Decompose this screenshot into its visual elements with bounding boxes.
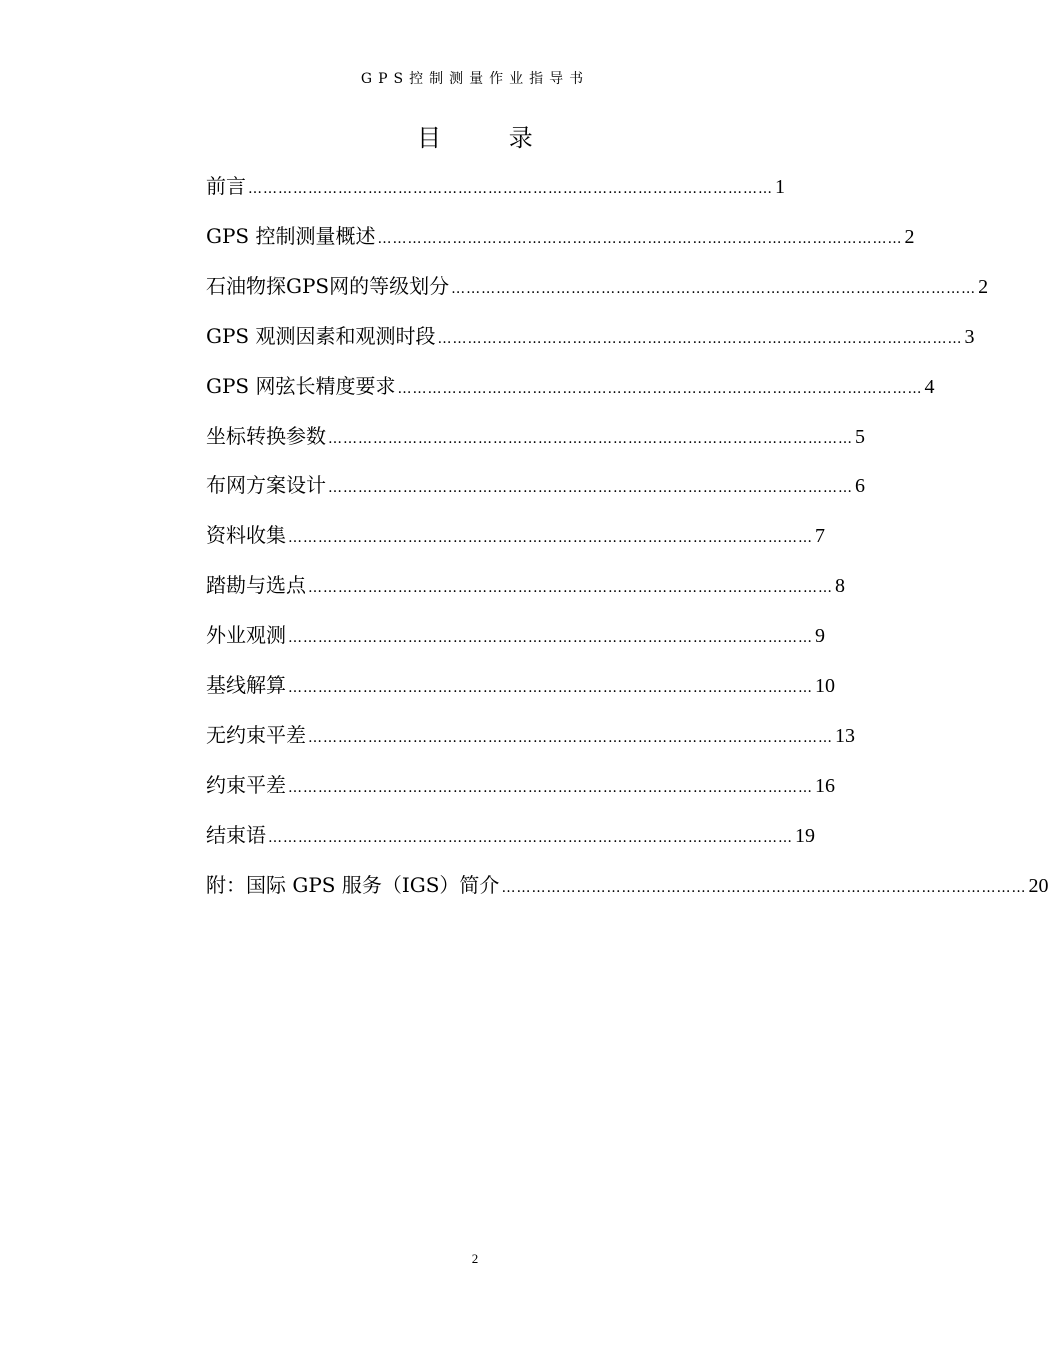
page-number: 2 — [471, 1251, 479, 1266]
toc-entry-page: 9 — [815, 625, 825, 647]
toc-dot-leader: …………………………………………………………………………………………… — [437, 331, 963, 347]
toc-entry-page: 7 — [815, 525, 825, 547]
toc-dot-leader: …………………………………………………………………………………………… — [308, 730, 833, 746]
toc-dot-leader: …………………………………………………………………………………………… — [288, 530, 813, 546]
toc-entry[interactable] — [206, 221, 915, 251]
toc-entry-label: 资料收集 — [206, 523, 286, 547]
toc-dot-leader: …………………………………………………………………………………………… — [328, 480, 853, 496]
toc-entry[interactable] — [206, 171, 785, 201]
toc-entry-page: 20 — [1028, 875, 1048, 897]
toc-entry-label: 踏勘与选点 — [206, 573, 306, 597]
toc-entry-label: 约束平差 — [206, 773, 286, 797]
toc-entry-page: 13 — [835, 725, 855, 747]
toc-entry-label: 结束语 — [206, 823, 266, 847]
toc-entry[interactable] — [206, 321, 975, 351]
toc-entry-page: 5 — [855, 426, 865, 448]
toc-dot-leader: …………………………………………………………………………………………… — [268, 830, 793, 846]
toc-entry-page: 10 — [815, 675, 835, 697]
toc-entry[interactable] — [206, 421, 865, 451]
toc-entry-label: GPS 网弦长精度要求 — [206, 374, 396, 398]
toc-dot-leader: …………………………………………………………………………………………… — [397, 381, 923, 397]
toc-entry-page: 1 — [775, 176, 785, 198]
toc-entry[interactable] — [206, 470, 865, 500]
toc-entry-page: 19 — [795, 825, 815, 847]
running-header: GPS控制测量作业指导书 — [360, 71, 590, 87]
toc-entry-label: 石油物探GPS网的等级划分 — [206, 274, 450, 298]
toc-dot-leader: …………………………………………………………………………………………… — [288, 630, 813, 646]
toc-entry[interactable] — [206, 620, 825, 650]
toc-dot-leader: …………………………………………………………………………………………… — [501, 880, 1027, 896]
toc-entry-page: 4 — [924, 376, 935, 398]
toc-entry-label: 附：国际 GPS 服务（IGS）简介 — [206, 873, 500, 897]
toc-entry-page: 6 — [855, 475, 865, 497]
toc-entry[interactable] — [206, 770, 835, 800]
toc-dot-leader: …………………………………………………………………………………………… — [288, 780, 813, 796]
toc-dot-leader: …………………………………………………………………………………………… — [288, 680, 813, 696]
toc-dot-leader: …………………………………………………………………………………………… — [248, 181, 773, 197]
toc-entry[interactable] — [206, 870, 1048, 900]
toc-entry-label: 无约束平差 — [206, 723, 306, 747]
toc-dot-leader: …………………………………………………………………………………………… — [328, 431, 853, 447]
toc-entry[interactable] — [206, 520, 825, 550]
toc-title: 目 录 — [417, 124, 563, 152]
toc-entry-label: GPS 控制测量概述 — [206, 224, 376, 248]
toc-dot-leader: …………………………………………………………………………………………… — [451, 281, 977, 297]
toc-entry-label: GPS 观测因素和观测时段 — [206, 324, 436, 348]
toc-entry-page: 16 — [815, 775, 835, 797]
toc-entry[interactable] — [206, 820, 815, 850]
toc-entry-page: 8 — [835, 575, 845, 597]
toc-entry[interactable] — [206, 271, 989, 301]
toc-entry[interactable] — [206, 570, 845, 600]
toc-entry-page: 2 — [978, 276, 989, 298]
toc-entry[interactable] — [206, 371, 935, 401]
toc-entry-label: 布网方案设计 — [206, 473, 326, 497]
toc-entry-page: 2 — [904, 226, 915, 248]
toc-dot-leader: …………………………………………………………………………………………… — [377, 231, 903, 247]
toc-entry[interactable] — [206, 670, 835, 700]
toc-entry-label: 外业观测 — [206, 623, 286, 647]
toc-entry-label: 坐标转换参数 — [206, 424, 326, 448]
toc-dot-leader: …………………………………………………………………………………………… — [308, 580, 833, 596]
toc-entry-page: 3 — [964, 326, 975, 348]
toc-entry-label: 基线解算 — [206, 673, 286, 697]
toc-entry[interactable] — [206, 720, 855, 750]
toc-entry-label: 前言 — [206, 174, 246, 198]
